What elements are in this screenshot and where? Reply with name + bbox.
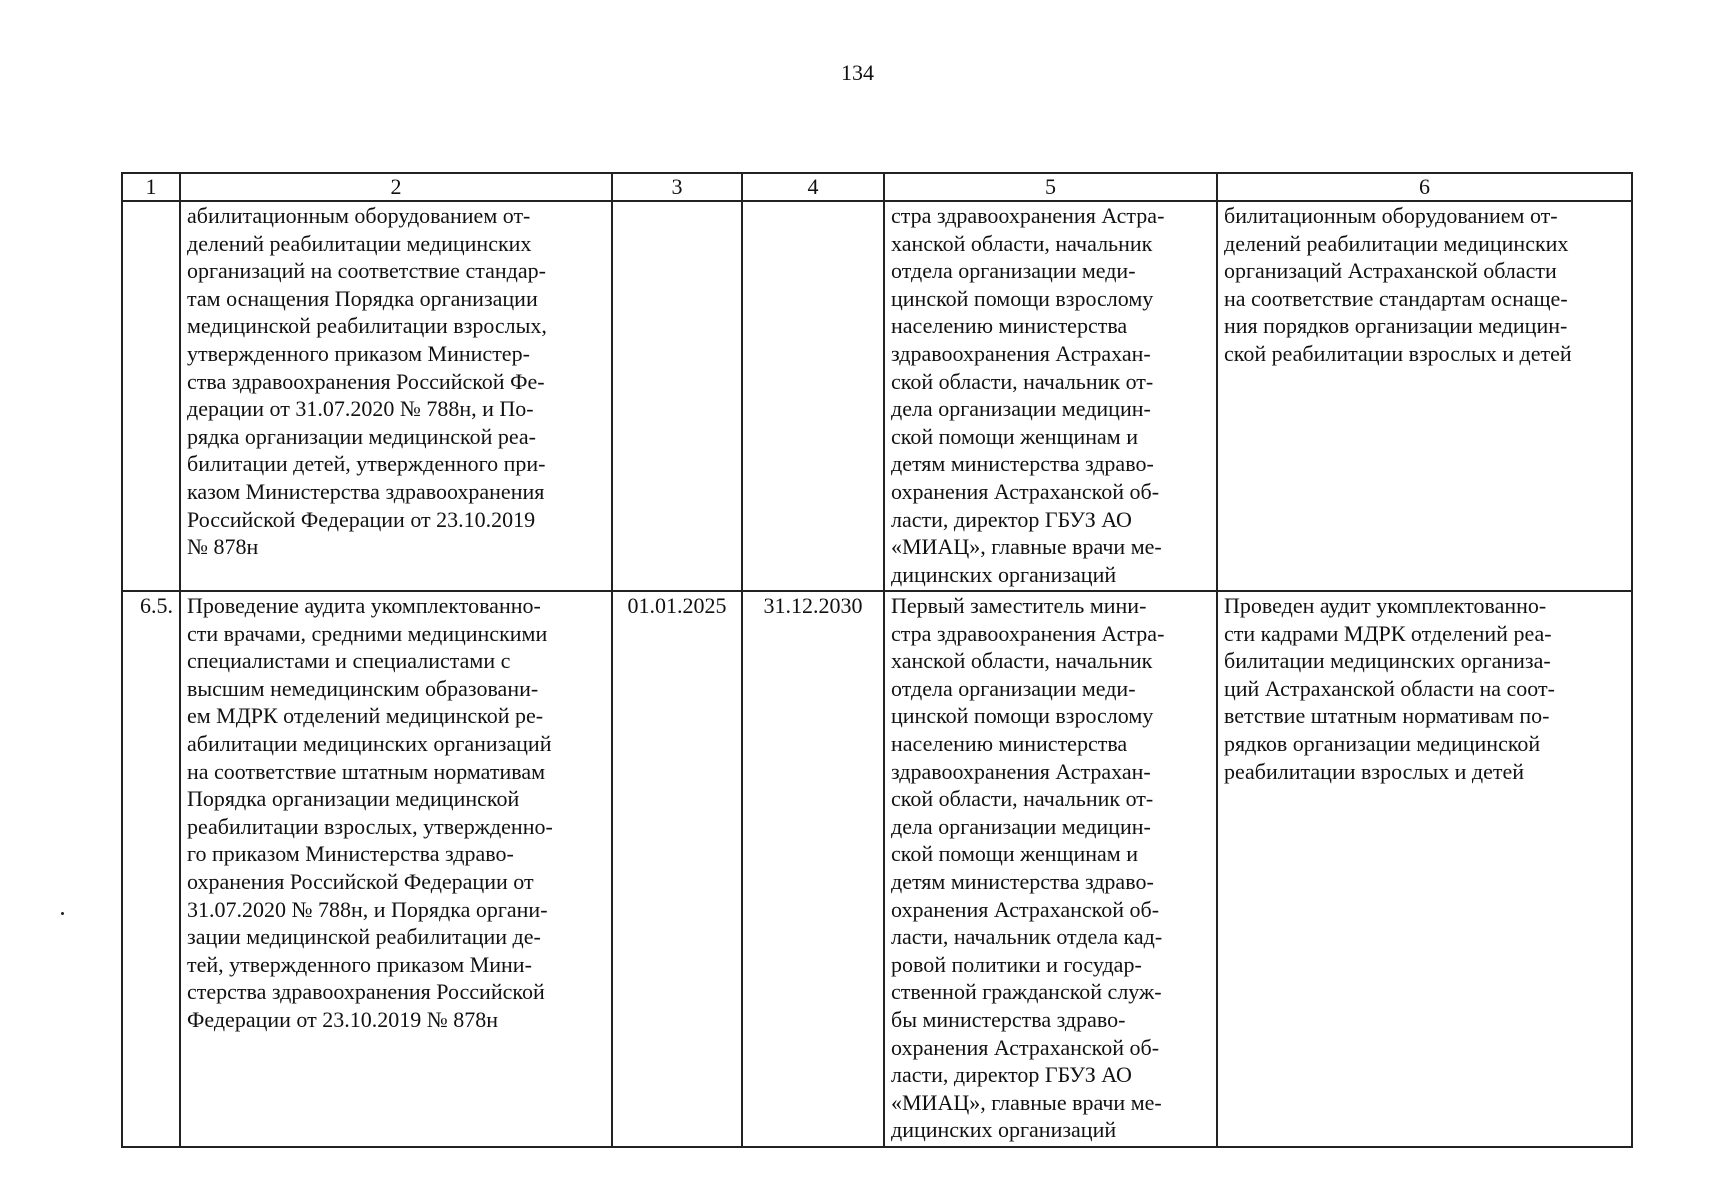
result-cell: билитационным оборудованием от- делений реабилитации медицинских организаций Астраханской области на соответствие стандартам оснаще- ния порядков организации медицин- ской реабилитации взрослых и детей (1217, 201, 1632, 591)
plan-table (121, 172, 1633, 1148)
table-header-row (122, 173, 1632, 201)
row-number: 6.5. (122, 591, 180, 1147)
result-cell: Проведен аудит укомплектованно- сти кадрами МДРК отделений реа- билитации медицинских организа- ций Астраханской области на соот- ветствие штатным нормативам по- рядков организации медицинской реабилитации взрослых и детей (1217, 591, 1632, 1147)
header-cell: 5 (884, 173, 1217, 201)
header-cell: 2 (180, 173, 612, 201)
end-date-cell (742, 201, 884, 591)
end-date-cell: 31.12.2030 (742, 591, 884, 1147)
responsible-cell: стра здравоохранения Астра- ханской области, начальник отдела организации меди- цинской помощи взрослому населению министерства здравоохранения Астрахан- ской области, начальник от- дела организации медицин- ской помощи женщинам и детям министерства здраво- охранения Астраханской об- ласти, директор ГБУЗ АО «МИАЦ», главные врачи ме- дицинских организаций (884, 201, 1217, 591)
page-number: 134 (841, 60, 874, 85)
scan-speck (61, 912, 64, 915)
row-number (122, 201, 180, 591)
responsible-cell: Первый заместитель мини- стра здравоохранения Астра- ханской области, начальник отдела организации меди- цинской помощи взрослому населению министерства здравоохранения Астрахан- ской области, начальник от- дела организации медицин- ской помощи женщинам и детям министерства здраво- охранения Астраханской об- ласти, начальник отдела кад- ровой политики и государ- ственной гражданской служ- бы министерства здраво- охранения Астраханской об- ласти, директор ГБУЗ АО «МИАЦ», главные врачи ме- дицинских организаций (884, 591, 1217, 1147)
table-row (122, 591, 1632, 1147)
header-cell: 3 (612, 173, 742, 201)
event-cell: абилитационным оборудованием от- делений реабилитации медицинских организаций на соответствие стандар- там оснащения Порядка организации медицинской реабилитации взрослых, утвержденного приказом Министер- ства здравоохранения Российской Фе- дерации от 31.07.2020 № 788н, и По- рядка организации медицинской реа- билитации детей, утвержденного при- казом Министерства здравоохранения Российской Федерации от 23.10.2019 № 878н (180, 201, 612, 591)
header-cell: 6 (1217, 173, 1632, 201)
header-cell: 1 (122, 173, 180, 201)
start-date-cell (612, 201, 742, 591)
header-cell: 4 (742, 173, 884, 201)
start-date-cell: 01.01.2025 (612, 591, 742, 1147)
event-cell: Проведение аудита укомплектованно- сти врачами, средними медицинскими специалистами и специалистами с высшим немедицинским образовани- ем МДРК отделений медицинской ре- абилитации медицинских организаций на соответствие штатным нормативам Порядка организации медицинской реабилитации взрослых, утвержденно- го приказом Министерства здраво- охранения Российской Федерации от 31.07.2020 № 788н, и Порядка органи- зации медицинской реабилитации де- тей, утвержденного приказом Мини- стерства здравоохранения Российской Федерации от 23.10.2019 № 878н (180, 591, 612, 1147)
table-row (122, 201, 1632, 591)
